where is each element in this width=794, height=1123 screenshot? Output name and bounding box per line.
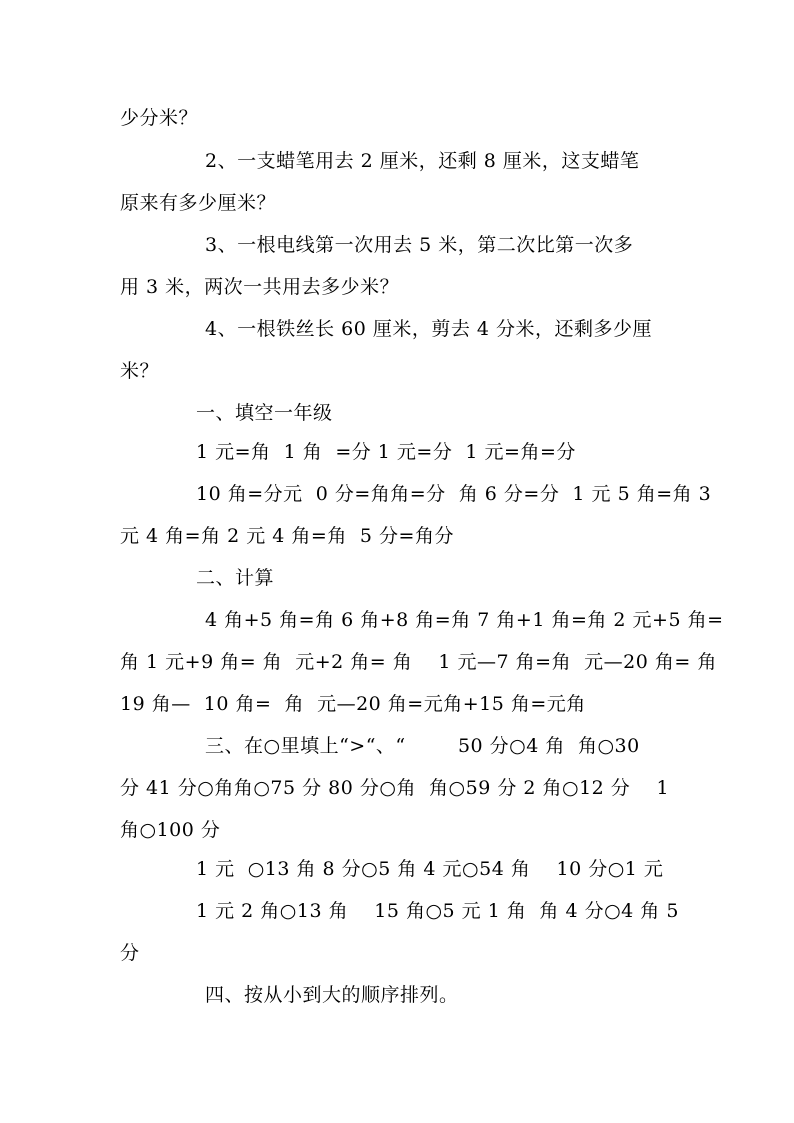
text-line-18: 角○100 分 <box>120 819 221 841</box>
text-line-9: 1 元=角 1 角 =分 1 元=分 1 元=角=分 <box>196 441 576 463</box>
text-line-5: 用 3 米，两次一共用去多少米？ <box>120 276 400 298</box>
text-line-15: 19 角— 10 角= 角 元—20 角=元角+15 角=元角 <box>120 693 586 715</box>
text-line-6: 4、一根铁丝长 60 厘米，剪去 4 分米，还剩多少厘 <box>205 318 653 340</box>
section-heading-calculate: 二、计算 <box>196 567 275 589</box>
text-line-1: 少分米？ <box>120 107 199 129</box>
section-heading-order: 四、按从小到大的顺序排列。 <box>205 984 459 1006</box>
text-line-21: 分 <box>120 942 140 964</box>
text-line-2: 2、一支蜡笔用去 2 厘米，还剩 8 厘米，这支蜡笔 <box>205 150 640 172</box>
text-line-14: 角 1 元+9 角= 角 元+2 角= 角 1 元—7 角=角 元—20 角= 角 <box>120 651 717 673</box>
text-line-19: 1 元 ○13 角 8 分○5 角 4 元○54 角 10 分○1 元 <box>196 858 664 880</box>
text-line-13: 4 角+5 角=角 6 角+8 角=角 7 角+1 角=角 2 元+5 角= <box>205 609 724 631</box>
section-heading-fill-in: 一、填空一年级 <box>196 402 333 424</box>
text-line-11: 元 4 角=角 2 元 4 角=角 5 分=角分 <box>120 525 454 547</box>
text-line-3: 原来有多少厘米？ <box>120 192 277 214</box>
text-line-17: 分 41 分○角角○75 分 80 分○角 角○59 分 2 角○12 分 1 <box>120 777 670 799</box>
text-line-4: 3、一根电线第一次用去 5 米，第二次比第一次多 <box>205 234 634 256</box>
text-line-20: 1 元 2 角○13 角 15 角○5 元 1 角 角 4 分○4 角 5 <box>196 900 679 922</box>
text-line-7: 米？ <box>120 360 160 382</box>
text-line-10: 10 角=分元 0 分=角角=分 角 6 分=分 1 元 5 角=角 3 <box>196 483 712 505</box>
section-heading-compare: 三、在○里填上“>“、“ 50 分○4 角 角○30 <box>205 735 640 757</box>
